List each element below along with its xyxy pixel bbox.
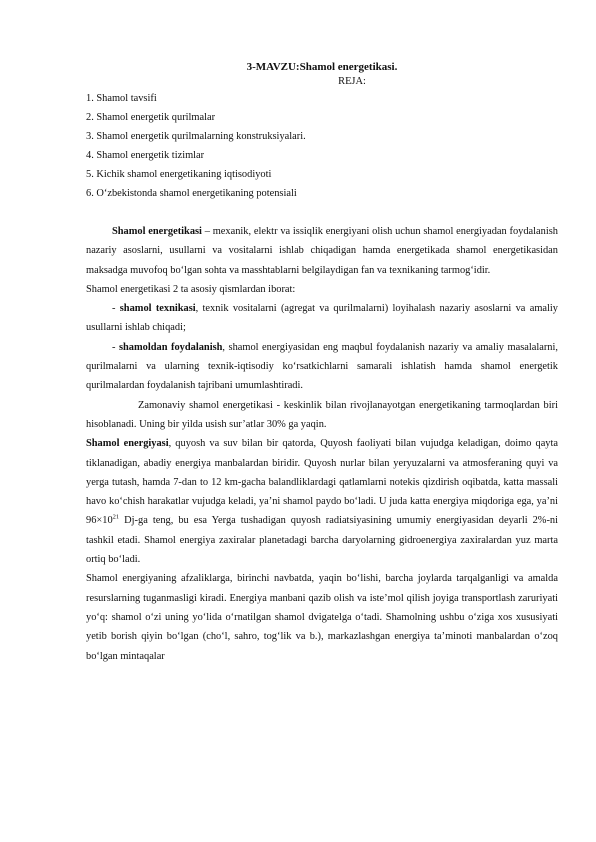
paragraph-part-technique (86, 299, 558, 338)
paragraph-wind-energy (86, 434, 558, 569)
paragraph-part-usage (86, 338, 558, 396)
paragraph-text: – mexanik, elektr va issiqlik energiyani olish uchun shamol energiyadan foydalanish nazariy asoslarni, usullarni va vositalarni ishlab chiqadigan hamda energetikada shamol energetikasidan maksadga muvofoq bo‘lgan sohta va masshtablarni belgilaydigan fan va texnikaning tarmog‘idir. (86, 226, 558, 276)
plan-item: 5. Kichik shamol energetikaning iqtisodiyoti (86, 169, 272, 180)
paragraph-text: , texnik vositalarni (agregat va qurilmalarni) loyihalash nazariy asoslarni va amaliy usullarni ishlab chiqadi; (86, 303, 558, 334)
paragraph-text: , shamol energiyasidan eng maqbul foydalanish nazariy va amaliy masalalarni, qurilmalarni va ularning texnik-iqtisodiy ko‘rsatkichlarni samarali ishlatish hamda shamol energetik qurilmalardan foydalanish tajribani umumlashtiradi. (86, 341, 558, 392)
paragraph-text: , quyosh va suv bilan bir qatorda, Quyosh faoliyati bilan vujudga keladigan, doimo qayta tiklanadigan, abadiy energiya manbalardan biridir. Quyosh nurlar bilan yeryuzalarni va atmosferaning quyi va yerga tutash, hamda 7-dan to 12 km-gacha balandliklardagi qatlamlarni notekis qizdirish oqibatda, katta massali havo ko‘chish harakatlar vujudga keladi, ya’ni shamol paydo bo‘ladi. U juda katta energiya miqdoriga ega, ya’ni 96×10 (86, 438, 558, 527)
plan-item: 1. Shamol tavsifi (86, 93, 157, 104)
list-dash: - (112, 303, 120, 315)
plan-item: 6. O‘zbekistonda shamol energetikaning potensiali (86, 188, 297, 199)
term-bold: Shamol energiyasi (86, 438, 169, 450)
document-title: 3-MAVZU:Shamol energetikasi. (246, 61, 398, 73)
list-dash: - (112, 341, 119, 353)
plan-list (86, 92, 558, 206)
spacer (86, 206, 558, 222)
paragraph-definition (86, 222, 558, 280)
plan-heading: REJA: (338, 76, 366, 87)
exponent: 21 (112, 513, 120, 521)
paragraph-modern: Zamonaviy shamol energetikasi - keskinlik bilan rivojlanayotgan energetikaning tarmoqlardan biri hisoblanadi. Uning bir yilda usish sur’atlar 30% ga yaqin. (86, 399, 558, 430)
term-bold: shamoldan foydalanish (118, 341, 223, 353)
paragraph-advantages: Shamol energiyaning afzaliklarga, birinchi navbatda, yaqin bo‘lishi, barcha joylarda tarqalganligi va amalda resurslarning tuganmasligi kiradi. Energiya manbani qazib olish va iste’mol qilish joyiga transportlash zaruriyati yo‘q: shamol o‘zi uning yo‘lida o‘rnatilgan shamol dvigatelga o‘tadi. Shamolning ushbu o‘ziga xos xususiyati yetib borish qiyin bo‘lgan (cho‘l, sahro, tog‘lik va b.), markazlashgan energiya ta’minoti manbalardan o‘zoq bo‘lgan mintaqalar (86, 573, 558, 662)
document-page (86, 60, 558, 666)
term-bold: Shamol energetikasi (112, 226, 202, 237)
plan-item: 4. Shamol energetik tizimlar (86, 150, 205, 161)
term-bold: shamol texnikasi (119, 303, 196, 315)
paragraph-text: Dj-ga teng, bu esa Yerga tushadigan quyosh radiatsiyasining umumiy energiyasidan deyarli 2%-ni tashkil etadi. Shamol energiya zaxiralar planetadagi barcha daryolarning gidroenergiya zaxiralardan yuz marta ortiq bo‘ladi. (86, 515, 558, 566)
plan-item: 2. Shamol energetik qurilmalar (86, 112, 216, 123)
plan-item: 3. Shamol energetik qurilmalarning konstruksiyalari. (86, 131, 306, 142)
paragraph-parts-intro: Shamol energetikasi 2 ta asosiy qismlardan iborat: (86, 283, 296, 295)
